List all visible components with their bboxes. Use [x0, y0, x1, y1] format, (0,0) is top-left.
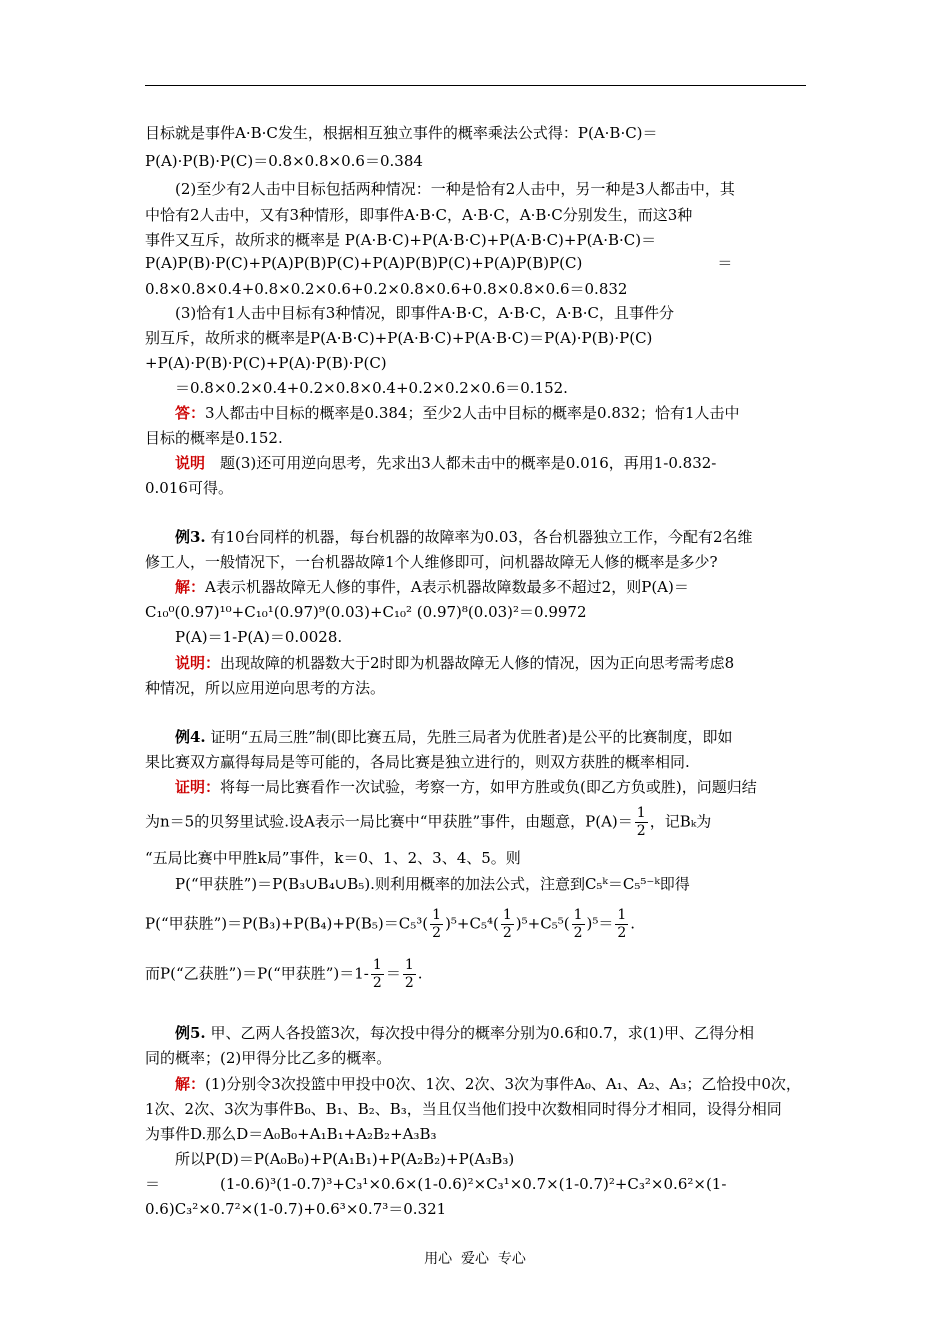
- text-line: 事件又互斥，故所求的概率是 P(A·B·C)+P(A·B·C)+P(A·B·C)+P(A·B·C)＝: [145, 231, 657, 249]
- line-part: )⁵＝: [586, 914, 614, 933]
- solution-label: 解：: [175, 578, 206, 596]
- text-line: 中恰有2人击中，又有3种情形，即事件A·B·C，A·B·C，A·B·C分别发生，而这3种: [145, 206, 693, 224]
- note-label: 说明：: [175, 654, 221, 672]
- fraction: [501, 907, 514, 942]
- text-line: (3)恰有1人击中目标有3种情况，即事件A·B·C，A·B·C，A·B·C，且事件分: [175, 304, 674, 322]
- proof-label: 证明：: [175, 778, 221, 796]
- proof-text: 将每一局比赛看作一次试验，考察一方，如甲方胜或负(即乙方负或胜)，问题归结: [220, 778, 757, 796]
- example-text: 甲、乙两人各投篮3次，每次投中得分的概率分别为0.6和0.7，求(1)甲、乙得分相: [210, 1024, 754, 1042]
- denominator: 2: [636, 823, 646, 839]
- text-line: ＝ (1-0.6)³(1-0.7)³+C₃¹×0.6×(1-0.6)²×C₃¹×0.7×(1-0.7)²+C₃²×0.6²×(1-: [145, 1175, 727, 1193]
- text-line: 同的概率；(2)甲得分比乙多的概率。: [145, 1049, 392, 1067]
- note-label: 说明: [175, 454, 206, 472]
- example-label: 例3.: [175, 528, 206, 546]
- text-line: C₁₀⁰(0.97)¹⁰+C₁₀¹(0.97)⁹(0.03)+C₁₀² (0.97)⁸(0.03)²＝0.9972: [145, 603, 587, 621]
- example-text: 有10台同样的机器，每台机器的故障率为0.03，各台机器独立工作，今配有2名维: [210, 528, 753, 546]
- line-part: 为n＝5的贝努里试验.设A表示一局比赛中“甲获胜”事件，由题意，P(A)＝: [145, 812, 633, 831]
- proof-line: [175, 776, 757, 798]
- formula-line: P(“甲获胜”)＝P(B₃)+P(B₄)+P(B₅)＝C₅³( $\frac{1}{2}$ )⁵+C₅⁴( $\frac{1}{2}$ )⁵+C₅⁵( $\frac{1}{2}$ )⁵＝ $\frac{1}{2}$ .: [145, 907, 636, 941]
- text-line: 所以P(D)＝P(A₀B₀)+P(A₁B₁)+P(A₂B₂)+P(A₃B₃): [175, 1150, 515, 1168]
- text-line: 为事件D.那么D＝A₀B₀+A₁B₁+A₂B₂+A₃B₃: [145, 1125, 437, 1143]
- text-line: P(A)·P(B)·P(C)＝0.8×0.8×0.6＝0.384: [145, 152, 423, 170]
- example-3-title: [175, 526, 753, 548]
- fraction: [635, 805, 648, 840]
- text-line: 0.016可得。: [145, 479, 233, 497]
- text-line: 别互斥，故所求的概率是P(A·B·C)+P(A·B·C)+P(A·B·C)＝P(A)·P(B)·P(C): [145, 329, 653, 347]
- solution-label: 解：: [175, 1075, 206, 1093]
- text-line: 0.8×0.8×0.4+0.8×0.2×0.6+0.2×0.8×0.6+0.8×0.8×0.6＝0.832: [145, 280, 628, 298]
- denominator: 2: [432, 925, 442, 941]
- header-rule: [145, 85, 806, 86]
- fraction: [615, 907, 628, 942]
- denominator: 2: [617, 925, 627, 941]
- text-line: P(“甲获胜”)＝P(B₃∪B₄∪B₅).则利用概率的加法公式，注意到C₅ᵏ＝C₅⁵⁻ᵏ即得: [175, 875, 690, 893]
- note-text: 题(3)还可用逆向思考，先求出3人都未击中的概率是0.016，再用1-0.832-: [205, 454, 717, 472]
- solution-text: (1)分别令3次投篮中甲投中0次、1次、2次、3次为事件A₀、A₁、A₂、A₃；乙恰投中0次，: [205, 1075, 801, 1093]
- line-part: 而P(“乙获胜”)＝P(“甲获胜”)＝1-: [145, 964, 369, 983]
- text-line: “五局比赛中甲胜k局”事件，k＝0、1、2、3、4、5。则: [145, 849, 521, 867]
- line-part: ，记Bₖ为: [649, 812, 712, 831]
- fraction: [403, 957, 416, 992]
- text-line: 修工人，一般情况下，一台机器故障1个人维修即可，问机器故障无人修的概率是多少?: [145, 553, 718, 571]
- text-line: P(A)＝1-P(A)＝0.0028.: [175, 628, 343, 646]
- denominator: 2: [502, 925, 512, 941]
- text-line: [145, 805, 711, 840]
- numerator: 1: [372, 957, 382, 973]
- page-footer: 用心 爱心 专心: [424, 1251, 526, 1267]
- text-line: 目标的概率是0.152.: [145, 429, 283, 447]
- numerator: 1: [617, 907, 627, 923]
- example-4-title: [175, 726, 733, 748]
- solution-line: [175, 576, 689, 598]
- note-line: [175, 452, 716, 474]
- text-line: 目标就是事件A·B·C发生，根据相互独立事件的概率乘法公式得：P(A·B·C)＝: [145, 124, 658, 142]
- example-label: 例4.: [175, 728, 206, 746]
- fraction: [572, 907, 585, 942]
- text-line: 种情况，所以应用逆向思考的方法。: [145, 679, 386, 697]
- answer-line: [175, 402, 740, 424]
- numerator: 1: [636, 805, 646, 821]
- denominator: 2: [404, 975, 414, 991]
- line-part: )⁵+C₅⁵(: [515, 914, 570, 933]
- line-part: )⁵+C₅⁴(: [445, 914, 499, 933]
- fraction: [430, 907, 443, 942]
- fraction: [371, 957, 384, 992]
- line-part: P(“甲获胜”)＝P(B₃)+P(B₄)+P(B₅)＝C₅³(: [145, 914, 429, 933]
- text-line: (2)至少有2人击中目标包括两种情况：一种是恰有2人击中，另一种是3人都击中，其: [175, 180, 735, 198]
- numerator: 1: [573, 907, 583, 923]
- denominator: 2: [573, 925, 583, 941]
- answer-label: 答：: [175, 404, 206, 422]
- text-line: P(A)P(B)·P(C)+P(A)P(B)P(C)+P(A)P(B)P(C)+P(A)P(B)P(C) ＝: [145, 254, 733, 272]
- text-line: 1次、2次、3次为事件B₀、B₁、B₂、B₃，当且仅当他们投中次数相同时得分才相同，设得分相同: [145, 1100, 782, 1118]
- formula-line: 而P(“乙获胜”)＝P(“甲获胜”)＝1- $\frac{1}{2}$ ＝ $\frac{1}{2}$ .: [145, 957, 423, 991]
- note-line: [175, 652, 734, 674]
- text-line: +P(A)·P(B)·P(C)+P(A)·P(B)·P(C): [145, 354, 387, 372]
- example-text: 证明“五局三胜”制(即比赛五局，先胜三局者为优胜者)是公平的比赛制度，即如: [210, 728, 733, 746]
- numerator: 1: [404, 957, 414, 973]
- text-line: ＝0.8×0.2×0.4+0.2×0.8×0.4+0.2×0.2×0.6＝0.152.: [175, 379, 568, 397]
- line-part: ＝: [385, 964, 401, 983]
- numerator: 1: [432, 907, 442, 923]
- answer-text: 3人都击中目标的概率是0.384；至少2人击中目标的概率是0.832；恰有1人击中: [205, 404, 740, 422]
- example-5-title: [175, 1022, 754, 1044]
- text-line: 果比赛双方赢得每局是等可能的，各局比赛是独立进行的，则双方获胜的概率相同.: [145, 753, 690, 771]
- text-line: 0.6)C₃²×0.7²×(1-0.7)+0.6³×0.7³＝0.321: [145, 1200, 447, 1218]
- example-label: 例5.: [175, 1024, 206, 1042]
- solution-line: [175, 1073, 801, 1095]
- numerator: 1: [502, 907, 512, 923]
- note-text: 出现故障的机器数大于2时即为机器故障无人修的情况，因为正向思考需考虑8: [220, 654, 735, 672]
- denominator: 2: [372, 975, 382, 991]
- solution-text: A表示机器故障无人修的事件，A表示机器故障数最多不超过2，则P(A)＝: [205, 578, 689, 596]
